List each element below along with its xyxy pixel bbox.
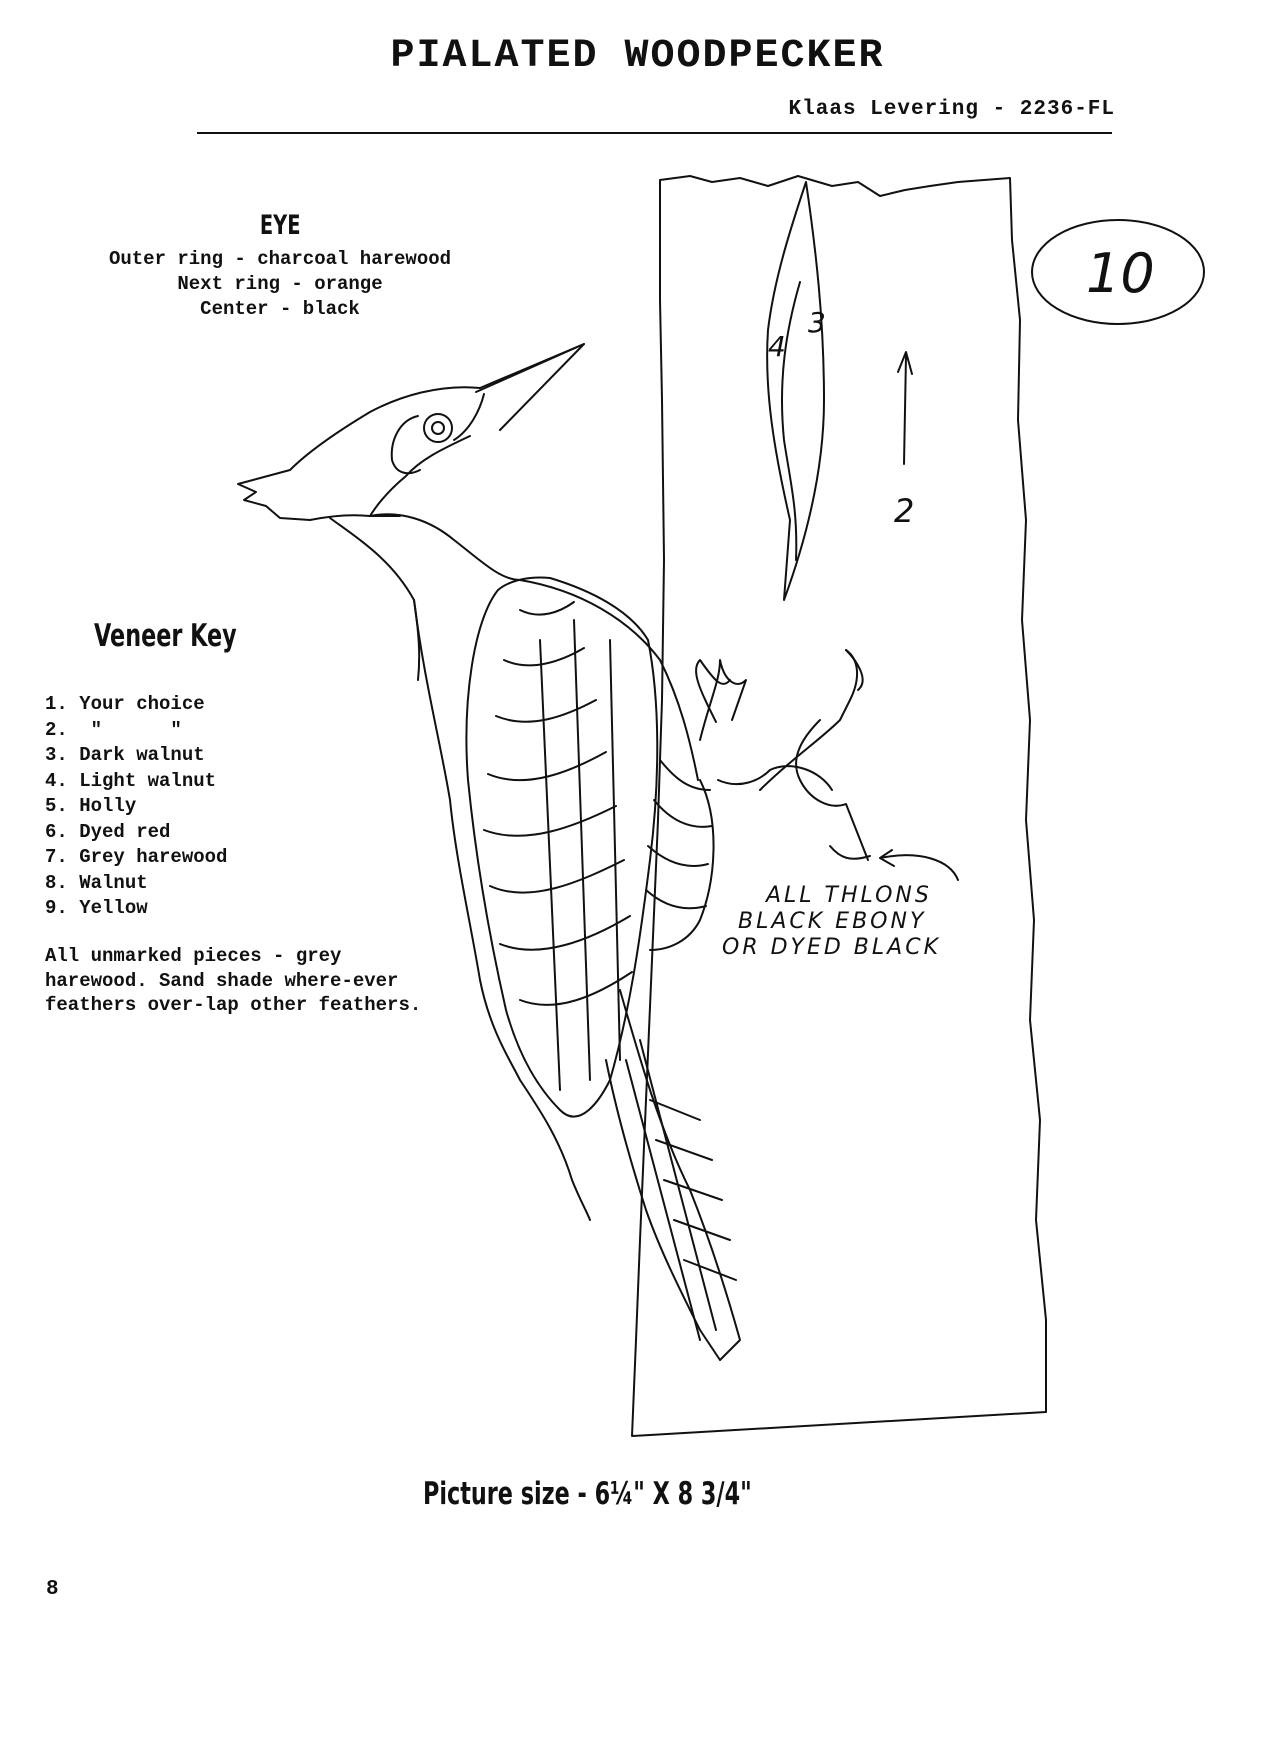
veneer-key-item: 2. " " [45,718,182,741]
veneer-key-item: 7. Grey harewood [45,846,228,868]
veneer-key-item: 4. Light walnut [45,769,217,792]
talon-note-line-3: OR DYED BLACK [722,935,941,960]
veneer-key-item: 1. Your choice [45,693,205,715]
trunk-label-2: 2 [894,492,915,530]
talon-note-line-1: ALL THLONS [766,883,932,908]
bird-eye [424,414,452,442]
author-code: Klaas Levering - 2236-FL [788,98,1115,121]
picture-size-caption: Picture size - 6¼" X 8 3/4" [423,1476,752,1512]
bird-talon [718,766,832,790]
veneer-key-heading: Veneer Key [94,618,237,654]
talon-note-line-2: BLACK EBONY [738,909,927,934]
veneer-key-item: 9. Yellow [45,897,148,919]
eye-line-outer: Outer ring - charcoal harewood [108,248,452,270]
eye-line-center: Center - black [200,298,360,320]
page-title: PIALATED WOODPECKER [390,34,885,79]
unmarked-pieces-note: All unmarked pieces - grey harewood. Sand shade where-ever feathers over-lap other feathers. [45,945,422,1016]
piece-number-labels [768,242,1155,530]
veneer-key-item: 3. Dark walnut [45,744,205,766]
veneer-key-item: 5. Holly [45,795,137,817]
eye-heading: EYE [259,210,301,241]
veneer-key-item: 6. Dyed red [45,820,171,843]
trunk-label-4: 4 [768,330,786,363]
page-number: 8 [46,1578,59,1601]
bird-talon [846,650,863,690]
talon-note [722,883,941,960]
veneer-key-item: 8. Walnut [45,871,148,894]
bird-tail [606,990,740,1360]
bird-talon [700,660,746,740]
bird-head [238,387,480,520]
bird-talon [696,660,730,722]
pattern-number: 10 [1086,242,1155,305]
talon-pointer-arrow [880,850,958,880]
bird-beak [480,344,584,430]
grain-arrow [898,352,912,464]
bird-body [414,600,590,1220]
trunk-label-3: 3 [808,306,826,339]
eye-line-next: Next ring - orange [177,273,383,295]
